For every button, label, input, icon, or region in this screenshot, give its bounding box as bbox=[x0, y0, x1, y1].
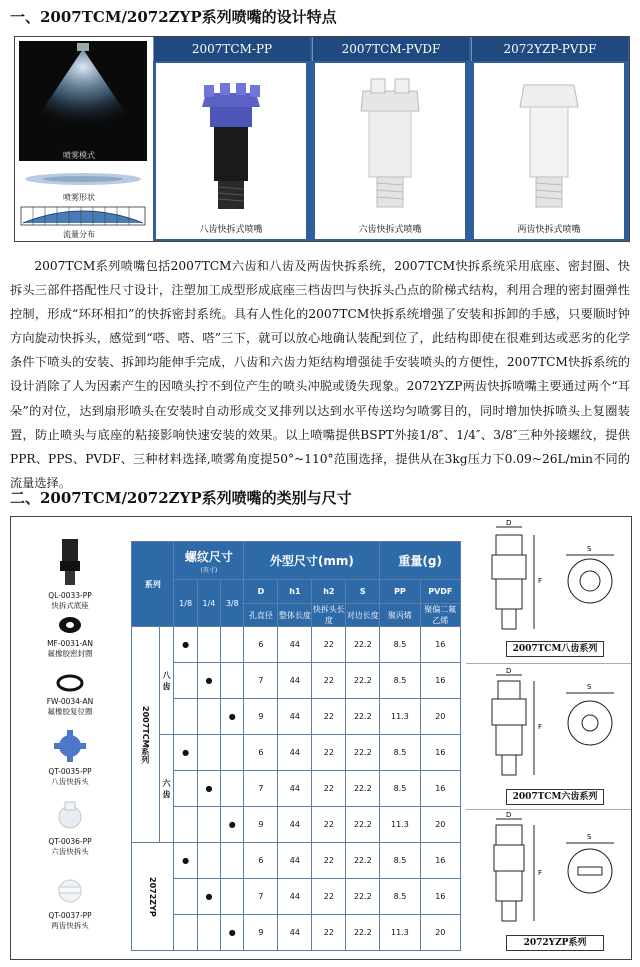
weight-desc: 聚偏二氟乙烯 bbox=[420, 604, 460, 627]
spec-panel bbox=[10, 516, 632, 960]
value-cell-h2: 22 bbox=[312, 879, 346, 915]
drawing-six-tooth-image bbox=[466, 663, 631, 783]
dim-letter-f: F bbox=[538, 723, 543, 731]
part-code: MF-0031-AN bbox=[47, 639, 93, 648]
drawing-two-tooth bbox=[466, 809, 631, 955]
weight-symbol: PP bbox=[380, 580, 420, 604]
model-column-tcm-pp bbox=[153, 37, 311, 241]
value-cell-h2: 22 bbox=[312, 627, 346, 663]
base-image bbox=[50, 537, 90, 587]
drawings-column bbox=[466, 517, 631, 959]
header-thread-title: 螺纹尺寸 bbox=[184, 549, 233, 564]
thread-cell: ● bbox=[197, 771, 220, 807]
value-cell-h1: 44 bbox=[278, 699, 312, 735]
flow-distribution-image bbox=[19, 205, 147, 229]
thread-cell bbox=[197, 843, 220, 879]
part-base bbox=[11, 537, 129, 611]
dim-desc: 对边长度 bbox=[346, 604, 380, 627]
table-row bbox=[132, 915, 461, 951]
value-cell-pp: 8.5 bbox=[380, 663, 420, 699]
value-cell-d: 9 bbox=[244, 699, 278, 735]
model-header: 2007TCM-PVDF bbox=[312, 37, 469, 61]
value-cell-h1: 44 bbox=[278, 843, 312, 879]
dim-desc: 快拆头长度 bbox=[312, 605, 345, 625]
thread-cell bbox=[174, 879, 197, 915]
nozzle-two-tooth-image bbox=[474, 63, 624, 223]
spec-table-wrap bbox=[131, 541, 461, 947]
thread-cell bbox=[221, 879, 244, 915]
thread-cell: ● bbox=[197, 663, 220, 699]
thread-cell: ● bbox=[174, 843, 197, 879]
seal-image bbox=[55, 615, 85, 635]
value-cell-h1: 44 bbox=[278, 879, 312, 915]
caption-flow-distribution: 流量分布 bbox=[63, 230, 95, 239]
value-cell-pvdf: 20 bbox=[420, 915, 460, 951]
feature-panel bbox=[14, 36, 630, 242]
caption-spray-shape: 喷雾形状 bbox=[63, 193, 95, 202]
value-cell-h2: 22 bbox=[312, 807, 346, 843]
description-paragraph: 2007TCM系列喷嘴包括2007TCM六齿和八齿及两齿快拆系统，2007TCM快拆系统采用底座、密封圈、快拆头三部件搭配性尺寸设计，注塑加工成型形成底座三档齿凹与快拆头凸点的阶梯式结构，利用合理的密封圈弹性控制，形成“环环相扣”的快拆密封系统。具有人性化的2007TCM快拆系统增强了安装和拆卸的手感，只要顺时钟方向旋动快拆头，感觉到“嗒、嗒、嗒”三下，就可以放心地确认装配到位了，此结构即使在很难到达或恶劣的化学条件下喷头的安装、拆卸均能伸手完成，八齿和六齿力矩结构增强徒手安装喷头的方便性，2007TCM快拆系统的设计消除了人为因素产生的因喷头拧不到位产生的喷头冲脱或烫失现象。2072YZP两齿快拆喷嘴主要通过两个“耳朵”的对位，达到扇形喷头在安装时自动形成交叉排列以达到水平传送均匀喷雾目的，同时增加快拆喷头上复圈装置，防止喷头与底座的粘接影响快速安装的效果。以上喷嘴提供BSPT外接1/8″、1/4″、3/8″三种外接螺纹，提供PPR、PPS、PVDF、三种材料选择,喷雾角度提50°~110°范围选择，提供从在3kg压力下0.09~26L/min不同的流量选择。 bbox=[10, 259, 630, 490]
part-code: QL-0033-PP bbox=[48, 591, 92, 600]
dim-letter-s: S bbox=[587, 833, 592, 841]
value-cell-s: 22.2 bbox=[346, 843, 380, 879]
model-image-box bbox=[474, 63, 624, 239]
nozzle-models bbox=[153, 37, 629, 241]
value-cell-d: 6 bbox=[244, 843, 278, 879]
thread-cell bbox=[197, 627, 220, 663]
drawing-two-tooth-image bbox=[466, 809, 631, 933]
sub-series-cell: 六齿 bbox=[159, 735, 174, 843]
value-cell-h1: 44 bbox=[278, 771, 312, 807]
part-six-tooth-head bbox=[11, 799, 129, 857]
thread-cell: ● bbox=[174, 627, 197, 663]
table-row bbox=[132, 663, 461, 699]
value-cell-pp: 8.5 bbox=[380, 771, 420, 807]
spray-demo-column bbox=[15, 37, 154, 241]
weight-desc: 聚丙烯 bbox=[380, 604, 420, 627]
value-cell-s: 22.2 bbox=[346, 663, 380, 699]
value-cell-pvdf: 16 bbox=[420, 735, 460, 771]
dim-desc: 孔直径 bbox=[244, 604, 278, 627]
dim-symbol: h1 bbox=[278, 580, 312, 604]
dim-letter-f: F bbox=[538, 577, 543, 585]
part-name: 氟橡胶密封圈 bbox=[47, 649, 93, 658]
model-image-box bbox=[156, 63, 306, 239]
weight-symbol: PVDF bbox=[420, 580, 460, 604]
thread-cell bbox=[197, 915, 220, 951]
part-seal bbox=[11, 615, 129, 659]
dim-symbol: h2 bbox=[312, 580, 346, 604]
dim-letter-s: S bbox=[587, 683, 592, 691]
ring-image bbox=[55, 673, 85, 693]
model-caption: 八齿快拆式喷嘴 bbox=[199, 225, 263, 235]
thread-cell bbox=[174, 663, 197, 699]
model-header: 2007TCM-PP bbox=[153, 37, 310, 61]
dim-desc: 整体长度 bbox=[278, 604, 312, 627]
value-cell-pvdf: 16 bbox=[420, 771, 460, 807]
value-cell-h2: 22 bbox=[312, 843, 346, 879]
thread-cell: ● bbox=[197, 879, 220, 915]
part-name: 两齿快拆头 bbox=[51, 921, 89, 930]
table-row bbox=[132, 879, 461, 915]
value-cell-h1: 44 bbox=[278, 807, 312, 843]
caption-spray-pattern: 喷雾模式 bbox=[63, 151, 95, 160]
part-eight-tooth-head bbox=[11, 729, 129, 787]
two-tooth-head-image bbox=[53, 873, 87, 907]
thread-size: 1/8 bbox=[174, 580, 197, 627]
value-cell-pvdf: 16 bbox=[420, 843, 460, 879]
header-weight: 重量(g) bbox=[380, 542, 461, 580]
part-code: QT-0036-PP bbox=[48, 837, 92, 846]
drawing-eight-tooth-image bbox=[466, 517, 631, 637]
header-thread-sub: (英寸) bbox=[200, 566, 218, 574]
drawing-label: 2007TCM八齿系列 bbox=[506, 641, 604, 657]
header-thread bbox=[174, 542, 244, 580]
value-cell-h2: 22 bbox=[312, 663, 346, 699]
thread-cell bbox=[174, 699, 197, 735]
header-dims: 外型尺寸(mm) bbox=[244, 542, 380, 580]
dim-letter-d: D bbox=[506, 667, 512, 675]
drawing-label: 2072YZP系列 bbox=[506, 935, 604, 951]
table-row bbox=[132, 627, 461, 663]
part-code: FW-0034-AN bbox=[46, 697, 94, 706]
model-image-box bbox=[315, 63, 465, 239]
table-row bbox=[132, 807, 461, 843]
value-cell-s: 22.2 bbox=[346, 915, 380, 951]
series-cell: 2072ZYP bbox=[132, 843, 174, 951]
value-cell-pp: 8.5 bbox=[380, 879, 420, 915]
value-cell-d: 7 bbox=[244, 663, 278, 699]
value-cell-s: 22.2 bbox=[346, 627, 380, 663]
nozzle-six-tooth-image bbox=[315, 63, 465, 223]
dim-symbol: D bbox=[244, 580, 278, 604]
value-cell-pp: 8.5 bbox=[380, 735, 420, 771]
spec-table bbox=[131, 541, 461, 951]
part-name: 六齿快拆头 bbox=[51, 847, 89, 856]
thread-cell bbox=[174, 807, 197, 843]
model-column-yzp-pvdf bbox=[471, 37, 629, 241]
part-name: 氟橡胶复位圈 bbox=[47, 707, 93, 716]
dim-letter-f: F bbox=[538, 869, 543, 877]
value-cell-pvdf: 20 bbox=[420, 699, 460, 735]
part-name: 快拆式底座 bbox=[51, 601, 89, 610]
value-cell-pp: 8.5 bbox=[380, 843, 420, 879]
dim-letter-d: D bbox=[506, 519, 512, 527]
part-code: QT-0035-PP bbox=[48, 767, 92, 776]
value-cell-h2: 22 bbox=[312, 699, 346, 735]
value-cell-d: 7 bbox=[244, 879, 278, 915]
thread-cell bbox=[197, 807, 220, 843]
header-series: 系列 bbox=[132, 542, 174, 627]
drawing-six-tooth bbox=[466, 663, 631, 810]
value-cell-h1: 44 bbox=[278, 627, 312, 663]
dim-letter-s: S bbox=[587, 545, 592, 553]
value-cell-s: 22.2 bbox=[346, 735, 380, 771]
value-cell-d: 6 bbox=[244, 627, 278, 663]
drawing-label: 2007TCM六齿系列 bbox=[506, 789, 604, 805]
thread-cell bbox=[221, 663, 244, 699]
value-cell-s: 22.2 bbox=[346, 879, 380, 915]
thread-cell bbox=[197, 735, 220, 771]
thread-cell: ● bbox=[174, 735, 197, 771]
part-two-tooth-head bbox=[11, 873, 129, 931]
value-cell-d: 7 bbox=[244, 771, 278, 807]
value-cell-h2: 22 bbox=[312, 735, 346, 771]
value-cell-pvdf: 16 bbox=[420, 879, 460, 915]
table-row bbox=[132, 735, 461, 771]
table-row bbox=[132, 843, 461, 879]
value-cell-pvdf: 16 bbox=[420, 663, 460, 699]
thread-cell: ● bbox=[221, 699, 244, 735]
model-caption: 六齿快拆式喷嘴 bbox=[358, 225, 422, 235]
value-cell-pvdf: 16 bbox=[420, 627, 460, 663]
value-cell-h2: 22 bbox=[312, 771, 346, 807]
spray-pattern-image bbox=[19, 41, 147, 161]
thread-cell bbox=[174, 771, 197, 807]
value-cell-d: 6 bbox=[244, 735, 278, 771]
value-cell-d: 9 bbox=[244, 915, 278, 951]
value-cell-s: 22.2 bbox=[346, 699, 380, 735]
thread-cell: ● bbox=[221, 807, 244, 843]
parts-column bbox=[11, 517, 129, 959]
value-cell-pp: 11.3 bbox=[380, 915, 420, 951]
table-row bbox=[132, 771, 461, 807]
dim-letter-d: D bbox=[506, 811, 512, 819]
model-header: 2072YZP-PVDF bbox=[471, 37, 628, 61]
thread-size: 3/8 bbox=[221, 580, 244, 627]
thread-cell bbox=[221, 627, 244, 663]
value-cell-pvdf: 20 bbox=[420, 807, 460, 843]
section2-title: 二、2007TCM/2072ZYP系列喷嘴的类别与尺寸 bbox=[10, 489, 352, 507]
thread-cell: ● bbox=[221, 915, 244, 951]
value-cell-h2: 22 bbox=[312, 915, 346, 951]
part-reset-ring bbox=[11, 673, 129, 717]
value-cell-pp: 8.5 bbox=[380, 627, 420, 663]
spec-table-body bbox=[132, 627, 461, 951]
value-cell-h1: 44 bbox=[278, 915, 312, 951]
value-cell-pp: 11.3 bbox=[380, 807, 420, 843]
table-row bbox=[132, 699, 461, 735]
series-cell: 2007TCM系列 bbox=[132, 627, 160, 843]
nozzle-eight-tooth-image bbox=[156, 63, 306, 223]
part-name: 八齿快拆头 bbox=[51, 777, 89, 786]
drawing-eight-tooth bbox=[466, 517, 631, 664]
six-tooth-head-image bbox=[53, 799, 87, 833]
section1-title: 一、2007TCM/2072ZYP系列喷嘴的设计特点 bbox=[10, 8, 337, 26]
sub-series-cell: 八齿 bbox=[159, 627, 174, 735]
value-cell-pp: 11.3 bbox=[380, 699, 420, 735]
value-cell-s: 22.2 bbox=[346, 771, 380, 807]
value-cell-h1: 44 bbox=[278, 735, 312, 771]
thread-cell bbox=[221, 843, 244, 879]
value-cell-h1: 44 bbox=[278, 663, 312, 699]
thread-cell bbox=[174, 915, 197, 951]
thread-cell bbox=[221, 771, 244, 807]
value-cell-s: 22.2 bbox=[346, 807, 380, 843]
dim-symbol: S bbox=[346, 580, 380, 604]
thread-cell bbox=[221, 735, 244, 771]
thread-size: 1/4 bbox=[197, 580, 220, 627]
thread-cell bbox=[197, 699, 220, 735]
model-column-tcm-pvdf bbox=[312, 37, 470, 241]
part-code: QT-0037-PP bbox=[48, 911, 92, 920]
value-cell-d: 9 bbox=[244, 807, 278, 843]
eight-tooth-head-image bbox=[53, 729, 87, 763]
model-caption: 两齿快拆式喷嘴 bbox=[517, 225, 581, 235]
